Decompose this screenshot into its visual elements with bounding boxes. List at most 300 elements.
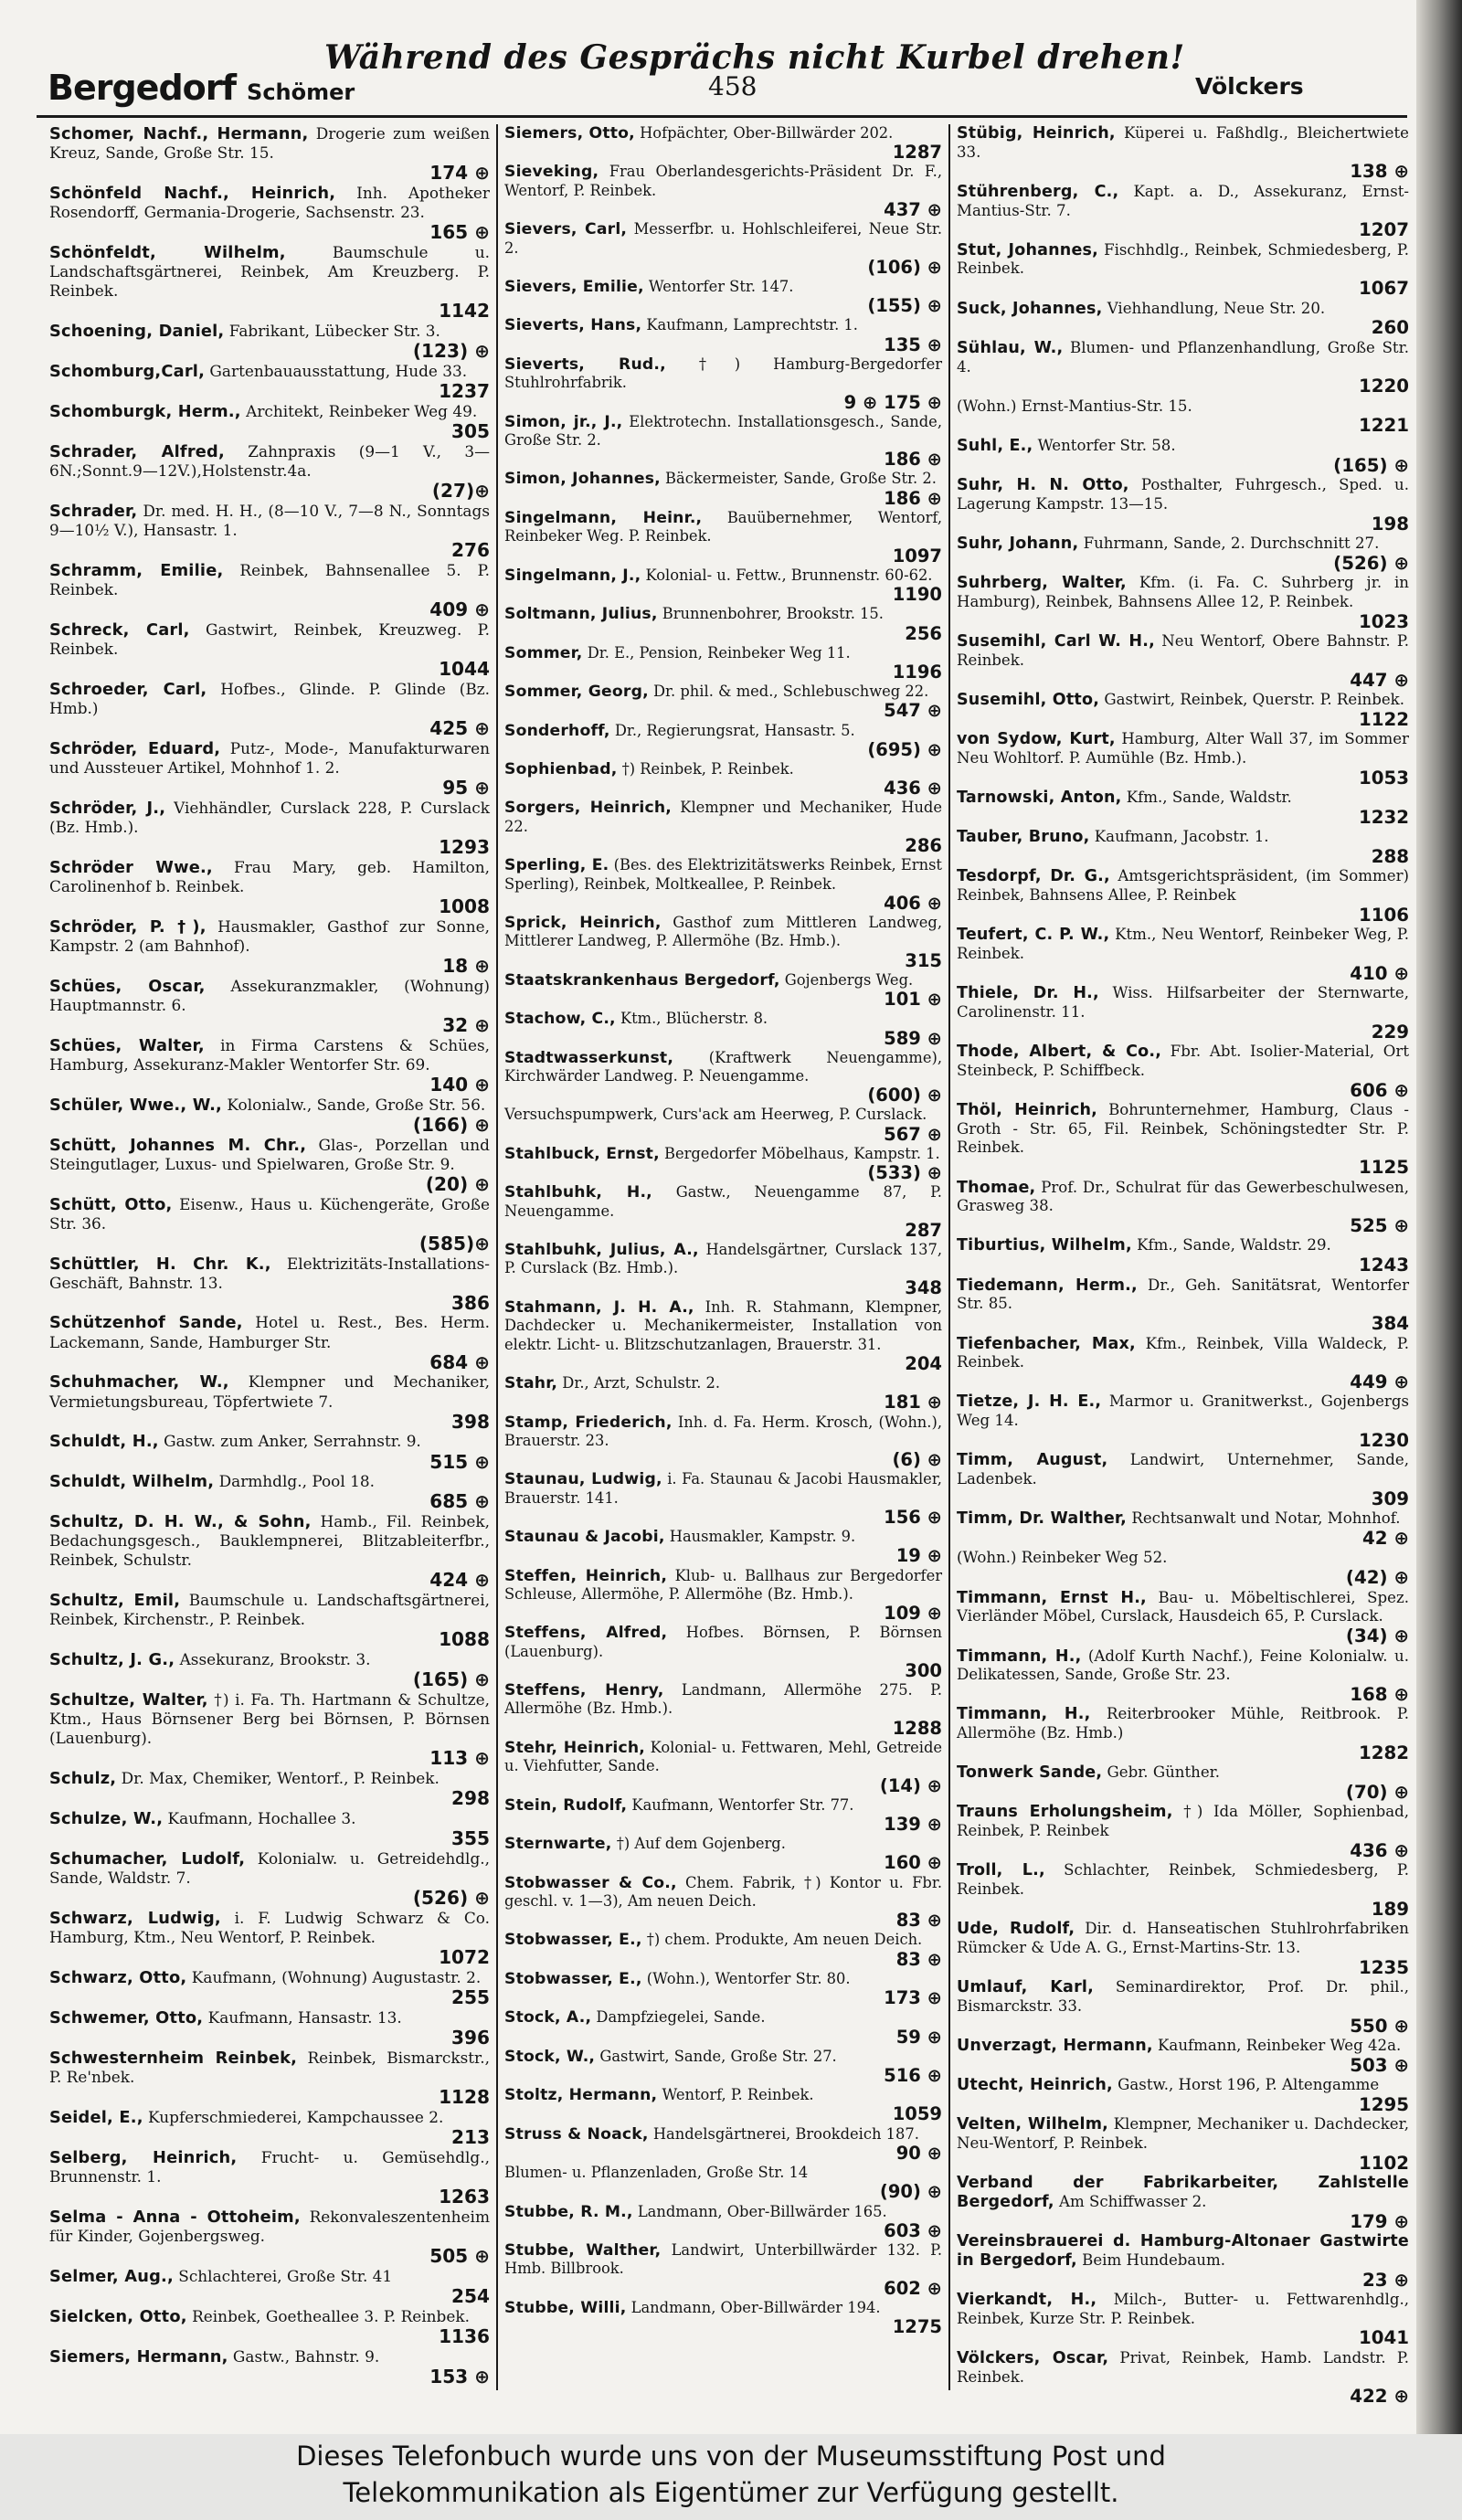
entry-details: Handelsgärtnerei, Brookdeich 187. [648,2124,919,2143]
entry-name: Siemers, Otto, [504,124,635,143]
entry-details: Landwirt, Unternehmer, Sande, Ladenbek. [957,1451,1409,1488]
entry-details: Schlachter, Reinbek, Schmiedesberg, P. Reinbek. [957,1861,1409,1899]
entry-details: †) chem. Produkte, Am neuen Deich. [641,1931,923,1949]
directory-entry [49,1432,490,1472]
phone-number: (14) ⊕ [879,1774,942,1796]
entry-body [504,1874,942,1911]
entry-body [504,1049,942,1086]
entry-body [504,278,942,296]
entry-details: Hausmakler, Kampstr. 9. [664,1528,856,1546]
entry-body [504,1970,942,1988]
entry-details: Zahnpraxis (9—1 V., 3—6N.;Sonnt.9—12V.),Holstenstr.4a. [49,441,490,480]
entry-name: Steffens, Alfred, [504,1624,668,1643]
phone-number: 139 ⊕ [884,1813,942,1835]
header-banner: Während des Gesprächs nicht Kurbel drehen! [324,38,1185,77]
entry-body [504,316,942,334]
directory-entry [957,2174,1409,2232]
phone-number: (695) ⊕ [867,738,942,760]
entry-name: Sühlau, W., [957,338,1064,357]
entry-details: (Kraftwerk Neuengamme), Kirchwärder Landweg. P. Neuengamme. [504,1048,942,1085]
directory-entry [49,502,490,561]
entry-name: Suhrberg, Walter, [957,574,1127,593]
entry-body [504,1931,942,1949]
phone-number: 516 ⊕ [884,2065,942,2087]
entry-body [957,730,1409,768]
entry-name: Schramm, Emilie, [49,560,224,580]
directory-entry [504,1739,942,1795]
directory-entry [49,1313,490,1372]
entry-name: Schulze, W., [49,1809,164,1829]
entry-body [957,183,1409,220]
phone-number: 1053 [1358,767,1409,789]
entry-details: Klub- u. Ballhaus zur Bergedorfer Schleuse, Allermöhe, P. Allermöhe (Bz. Hmb.). [504,1566,942,1603]
entry-name: Schröder, Eduard, [49,738,221,758]
directory-entry [49,2267,490,2307]
directory-entry [504,220,942,277]
directory-entry [49,1591,490,1650]
entry-details: Kaufmann, Wentorfer Str. 77. [627,1795,854,1814]
entry-details: (Bes. des Elektrizitätswerks Reinbek, Ernst Sperling), Reinbek, Moltkeallee, P. Reinbek. [504,856,942,893]
entry-details: Küperei u. Faßhdlg., Bleichertwiete 33. [957,124,1409,161]
entry-name: Tiedemann, Herm., [957,1276,1138,1295]
entry-body [957,2174,1409,2211]
directory-entry [504,644,942,683]
entry-name: Tiburtius, Wilhelm, [957,1236,1132,1255]
page-edge-shadow [1416,0,1462,2434]
first-entry-word: Schömer [247,79,355,105]
phone-number: (533) ⊕ [867,1162,942,1184]
phone-number: (600) ⊕ [867,1085,942,1106]
phone-number: 168 ⊕ [1350,1683,1409,1705]
phone-number: 42 ⊕ [1362,1527,1409,1549]
entry-body [957,984,1409,1022]
entry-name: Seidel, E., [49,2107,143,2127]
entry-details: Wentorfer Str. 147. [643,278,794,296]
entry-name: Schultze, Walter, [49,1690,208,1710]
footer-line-1: Dieses Telefonbuch wurde uns von der Museumsstiftung Post und [296,2441,1166,2472]
entry-details: Brunnenbohrer, Brookstr. 15. [657,605,884,623]
entry-details: Kaufmann, (Wohnung) Augustastr. 2. [186,1968,482,1987]
entry-details: Posthalter, Fuhrgesch., Sped. u. Lagerung Kampstr. 13—15. [957,476,1409,513]
column-divider-1 [496,124,498,2390]
entry-name: Sievers, Emilie, [504,278,644,297]
entry-name: Timmann, H., [957,1646,1082,1666]
directory-entry [957,1978,1409,2037]
directory-entry [49,1255,490,1314]
entry-name: Stahr, [504,1374,558,1393]
entry-body [49,1036,490,1075]
phone-number: 213 [451,2126,490,2148]
directory-entry [49,680,490,739]
phone-number: 18 ⊕ [442,954,490,977]
entry-body [504,2241,942,2279]
entry-details: Hausmakler, Gasthof zur Sonne, Kampstr. 2 (am Bahnhof). [49,916,490,955]
directory-entry [957,1101,1409,1178]
entry-body [957,241,1409,279]
entry-details: Kaufmann, Lamprechtstr. 1. [641,316,858,334]
entry-details: Bäckermeister, Sande, Große Str. 2. [660,470,937,488]
entry-details: Schlachterei, Große Str. 41 [173,2266,393,2285]
directory-entry [957,1451,1409,1509]
entry-name: Singelmann, J., [504,566,641,585]
directory-entry [49,1849,490,1909]
phone-number: 1243 [1358,1255,1409,1276]
phone-number: 256 [905,622,942,644]
entry-body [504,2048,942,2066]
directory-entry [504,1931,942,1969]
entry-details: (Wohn.) Reinbeker Weg 52. [957,1549,1168,1567]
directory-entry [49,1136,490,1195]
directory-entry [504,856,942,913]
entry-name: Schuhmacher, W., [49,1372,229,1392]
entry-name: Steffens, Henry, [504,1681,664,1700]
entry-body [504,856,942,894]
entry-details: Architekt, Reinbeker Weg 49. [240,401,478,420]
entry-details: Dr. Max, Chemiker, Wentorf., P. Reinbek. [116,1769,440,1788]
entry-body [504,1414,942,1451]
entry-name: Sorgers, Heinrich, [504,799,673,818]
entry-details: Hofbes. Börnsen, P. Börnsen (Lauenburg). [504,1624,942,1660]
phone-number: 436 ⊕ [1350,1839,1409,1861]
phone-number: (42) ⊕ [1345,1567,1409,1589]
phone-number: 1044 [439,657,490,680]
directory-entry [957,632,1409,691]
directory-entry [504,1624,942,1680]
entry-body [957,1763,1409,1783]
entry-body [49,1195,490,1234]
entry-details: Rekonvaleszentenheim für Kinder, Gojenbergsweg. [49,2207,490,2245]
entry-body [504,2008,942,2027]
entry-name: Stut, Johannes, [957,240,1098,259]
entry-details: Kolonial- u. Fettw., Brunnenstr. 60-62. [641,566,933,584]
place-name: Bergedorf [48,68,237,108]
phone-number: 1221 [1358,415,1409,437]
entry-name: Sophienbad, [504,759,618,778]
directory-entry [957,124,1409,183]
entry-name: Stahlbuhk, Julius, A., [504,1241,699,1260]
entry-body [49,1809,490,1828]
entry-body [957,1549,1409,1568]
entry-name: Tietze, J. H. E., [957,1392,1102,1412]
entry-name: Schuldt, Wilhelm, [49,1472,215,1492]
phone-number: 32 ⊕ [442,1013,490,1036]
entry-details: Kfm., Reinbek, Villa Waldeck, P. Reinbek. [957,1334,1409,1371]
entry-name: Sievers, Carl, [504,220,628,239]
entry-name: Thöl, Heinrich, [957,1101,1098,1119]
entry-name: Stobwasser, E., [504,1931,642,1950]
entry-body [957,476,1409,514]
directory-entry [957,1276,1409,1335]
phone-number: 9 ⊕ 175 ⊕ [843,391,942,413]
entry-body [957,1509,1409,1529]
entry-body [957,397,1409,417]
directory-entry [957,241,1409,300]
entry-name: Stoltz, Hermann, [504,2086,658,2105]
entry-name: Timm, Dr. Walther, [957,1509,1128,1529]
entry-body [504,509,942,546]
directory-entry [504,1567,942,1624]
entry-details: Gastw., Bahnstr. 9. [228,2346,380,2366]
phone-number: 309 [1371,1488,1409,1509]
entry-name: Umlauf, Karl, [957,1978,1094,1997]
directory-entry [49,1769,490,1809]
directory-entry [504,2048,942,2086]
phone-number: 113 ⊕ [429,1747,490,1770]
entry-details: Drogerie zum weißen Kreuz, Sande, Große Str. 15. [49,124,490,163]
entry-body [49,561,490,599]
directory-entry [504,1414,942,1470]
phone-number: 515 ⊕ [429,1450,490,1473]
entry-body [957,1451,1409,1488]
entry-body [957,1043,1409,1080]
entry-body [957,2349,1409,2387]
phone-number: 186 ⊕ [884,449,942,471]
phone-number: 1232 [1358,806,1409,828]
directory-entry [957,926,1409,984]
entry-details: Elektrotechn. Installationsgesch., Sande, Große Str. 2. [504,412,942,450]
entry-name: Siemers, Hermann, [49,2346,228,2366]
directory-entry [49,2049,490,2108]
directory-entry [957,2076,1409,2115]
entry-body [49,362,490,381]
phone-number: 1288 [892,1717,942,1739]
phone-number: 1102 [1358,2152,1409,2174]
entry-details: Reinbek, Bismarckstr., P. Re'nbek. [49,2048,490,2087]
phone-number: 1275 [892,2316,942,2338]
phone-number: 437 ⊕ [884,199,942,221]
phone-number: 1125 [1358,1157,1409,1179]
entry-body [957,1978,1409,2016]
entry-name: Schultz, Emil, [49,1591,181,1611]
entry-details: Blumen- und Pflanzenhandlung, Große Str. 4. [957,338,1409,376]
entry-details: †) i. Fa. Th. Hartmann & Schultze, Ktm., Haus Börnsener Berg bei Börnsen, P. Börnsen (Lauenburg). [49,1690,490,1748]
entry-details: Chem. Fabrik, †) Kontor u. Fbr. geschl. v. 1—3), Am neuen Deich. [504,1873,942,1910]
directory-entry [957,730,1409,789]
entry-details: Gastwirt, Sande, Große Str. 27. [595,2047,837,2065]
entry-name: Stahmann, J. H. A., [504,1297,694,1317]
entry-details: Kaufmann, Reinbeker Weg 42a. [1152,2037,1402,2055]
entry-name: Schröder, J., [49,798,166,818]
phone-number: 23 ⊕ [1362,2269,1409,2291]
directory-entry [957,984,1409,1043]
entry-name: Troll, L., [957,1861,1045,1880]
entry-name: Utecht, Heinrich, [957,2076,1113,2095]
phone-number: 1220 [1358,376,1409,397]
entry-details: Gartenbauausstattung, Hude 33. [205,361,468,380]
entry-details: Fischhdlg., Reinbek, Schmiedesberg, P. Reinbek. [957,240,1409,278]
entry-details: Klempner und Mechaniker, Vermietungsbureau, Töpfertwiete 7. [49,1372,490,1411]
entry-details: Bauübernehmer, Wentorf, Reinbeker Weg. P. Reinbek. [504,508,942,545]
entry-name: Timmann, H., [957,1705,1091,1724]
entry-name: Stachow, C., [504,1010,616,1029]
directory-entry [957,1763,1409,1803]
entry-details: Baumschule u. Landschaftsgärtnerei, Reinbek, Kirchenstr., P. Reinbek. [49,1591,490,1629]
footer-line-2: Telekommunikation als Eigentümer zur Verfügung gestellt. [343,2477,1119,2508]
phone-number: 684 ⊕ [429,1350,490,1373]
entry-name: Schrader, Alfred, [49,441,225,461]
entry-body [504,413,942,450]
directory-entry [957,691,1409,730]
entry-details: Kaufmann, Hochallee 3. [163,1809,356,1828]
entry-body [957,1589,1409,1626]
entry-details: Hamb., Fil. Reinbek, Bedachungsgesch., Bauklempnerei, Blitzableiterfbr., Reinbek, Schulstr. [49,1512,490,1570]
directory-entry [49,362,490,402]
entry-name: Staunau, Ludwig, [504,1470,662,1489]
entry-name: Schüttler, H. Chr. K., [49,1254,271,1274]
entry-body [957,1920,1409,1957]
entry-details: (Wohn.) Ernst-Mantius-Str. 15. [957,397,1192,415]
phone-number: 503 ⊕ [1350,2054,1409,2076]
entry-body [49,1849,490,1888]
phone-number: (6) ⊕ [892,1449,942,1471]
phone-number: 424 ⊕ [429,1569,490,1592]
phone-number: 198 [1371,513,1409,535]
directory-entry [504,605,942,643]
phone-number: 1067 [1358,278,1409,300]
directory-entry [957,476,1409,535]
entry-details: Bohrunternehmer, Hamburg, Claus - Groth - Str. 65, Fil. Reinbek, Schöningstedter Str. P. Reinbek. [957,1101,1409,1157]
directory-entry [49,442,490,502]
directory-entry [49,739,490,799]
entry-details: Landmann, Ober-Billwärder 165. [632,2202,887,2220]
phone-number: 276 [451,538,490,561]
phone-number: 255 [451,1986,490,2009]
phone-number: (155) ⊕ [867,295,942,317]
directory-entry [504,2241,942,2298]
directory-entry [49,977,490,1036]
entry-details: Reiterbrooker Mühle, Reitbrook. P. Allermöhe (Bz. Hmb.) [957,1705,1410,1742]
entry-details: Dampfziegelei, Sande. [591,2008,766,2027]
entry-details: Bau- u. Möbeltischlerei, Spez. Vierländer Möbel, Curslack, Hausdeich 65, P. Curslack. [957,1588,1409,1625]
entry-name: Schultz, J. G., [49,1650,175,1670]
phone-number: 254 [451,2284,490,2307]
directory-entry [504,470,942,508]
entry-details: Dr. E., Pension, Reinbeker Weg 11. [582,643,851,662]
phone-number: (165) ⊕ [1333,454,1409,476]
entry-name: Stahlbuck, Ernst, [504,1144,660,1163]
entry-body [504,1624,942,1661]
entry-name: Trauns Erholungsheim, [957,1803,1173,1822]
entry-name: Schomburgk, Herm., [49,401,241,421]
entry-name: Steffen, Heinrich, [504,1566,668,1585]
phone-number: 1072 [439,1946,490,1969]
directory-entry [49,1809,490,1849]
directory-entry [504,124,942,163]
entry-body [504,644,942,662]
directory-entry [49,2148,490,2208]
entry-name: Verband der Fabrikarbeiter, Zahlstelle Bergedorf, [957,2174,1409,2211]
phone-number: (20) ⊕ [425,1172,490,1195]
phone-number: 1122 [1358,708,1409,730]
entry-details: Fabrikant, Lübecker Str. 3. [224,322,440,341]
entry-name: Schulz, [49,1769,117,1789]
phone-number: (585)⊕ [418,1232,490,1255]
directory-entry [957,1920,1409,1978]
directory-entry [957,1647,1409,1706]
directory-entry [49,1096,490,1136]
phone-number: 1008 [439,895,490,917]
entry-details: Seminardirektor, Prof. Dr. phil., Bismarckstr. 33. [957,1978,1409,2015]
entry-details: i. F. Ludwig Schwarz & Co. Hamburg, Ktm., Neu Wentorf, P. Reinbek. [49,1909,490,1947]
entry-body [504,470,942,488]
directory-entry [49,858,490,917]
entry-name: Sperling, E. [504,856,609,875]
directory-entry [957,183,1409,241]
directory-entry [957,1236,1409,1276]
entry-name: Timm, August, [957,1451,1108,1470]
entry-body [49,1372,490,1411]
entry-name: Suhr, Johann, [957,535,1079,554]
entry-body [49,2148,490,2186]
directory-entry [49,561,490,620]
entry-details: Kupferschmiederei, Kampchaussee 2. [143,2107,444,2126]
phone-number: (165) ⊕ [412,1668,490,1691]
entry-name: Völckers, Oscar, [957,2348,1109,2367]
phone-number: 409 ⊕ [429,598,490,620]
entry-name: Stubbe, Walther, [504,2240,662,2260]
directory-entry [504,2086,942,2124]
phone-number: (27)⊕ [431,479,490,502]
entry-name: Suhl, E., [957,436,1033,455]
entry-body [504,1567,942,1604]
directory-entry [504,1470,942,1527]
entry-body [957,2115,1409,2153]
entry-body [504,799,942,836]
entry-name: Stehr, Heinrich, [504,1738,646,1757]
entry-details: Dr. med. H. H., (8—10 V., 7—8 N., Sonntags 9—10½ V.), Hansastr. 1. [49,501,490,539]
entry-details: Inh. Apotheker Rosendorff, Germania-Drogerie, Sachsenstr. 23. [49,183,490,222]
entry-name: Thomae, [957,1178,1036,1197]
phone-number: 406 ⊕ [884,892,942,914]
entry-details: Ktm., Neu Wentorf, Reinbeker Weg, P. Reinbek. [957,926,1409,963]
page-number: 458 [708,71,757,101]
entry-name: Schönfeldt, Wilhelm, [49,242,286,262]
directory-entry [957,2232,1409,2291]
entry-body [49,322,490,341]
entry-details: Fuhrmann, Sande, 2. Durchschnitt 27. [1078,535,1380,553]
entry-name: Schuldt, H., [49,1432,159,1452]
entry-details: Gojenbergs Weg. [779,970,914,989]
entry-body [49,1432,490,1451]
phone-number: 602 ⊕ [884,2277,942,2299]
directory-entry [504,2299,942,2337]
directory-entry [49,2108,490,2148]
entry-details: Assekuranzmakler, (Wohnung) Hauptmannstr. 6. [49,976,491,1014]
directory-entry [504,163,942,219]
column-1 [49,124,490,2388]
entry-details: Inh. d. Fa. Herm. Krosch, (Wohn.), Brauerstr. 23. [504,1413,942,1449]
directory-entry [504,355,942,412]
entry-name: Schüler, Wwe., W., [49,1095,222,1115]
entry-name: Selmer, Aug., [49,2266,174,2286]
directory-entry [957,1335,1409,1393]
entry-details: Kolonial- u. Fettwaren, Mehl, Getreide u. Viehfutter, Sande. [504,1738,943,1775]
directory-entry [49,184,490,243]
entry-name: Stührenberg, C., [957,182,1119,201]
entry-body [49,799,490,837]
entry-body [504,1145,942,1163]
phone-number: 174 ⊕ [429,162,490,185]
entry-name: Schröder, P. †), [49,916,207,937]
entry-body [957,1335,1409,1372]
phone-number: (90) ⊕ [879,2181,942,2203]
phone-number: 287 [905,1220,942,1242]
entry-name: Tarnowski, Anton, [957,789,1122,808]
directory-entry [504,1010,942,1048]
entry-details: †) Reinbek, P. Reinbek. [617,759,794,778]
entry-details: Privat, Reinbek, Hamb. Landstr. P. Reinbek. [957,2348,1409,2386]
directory-entry [957,1803,1409,1861]
